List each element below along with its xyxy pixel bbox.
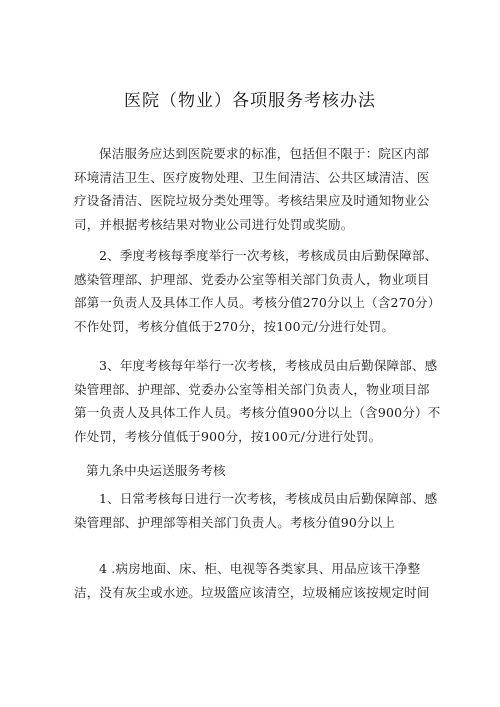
paragraph-quarterly-assessment — [74, 244, 441, 338]
paragraph-line: 保洁服务应达到医院要求的标准，包括但不限于：院区内部 — [99, 146, 430, 161]
paragraph-line: 司，并根据考核结果对物业公司进行处罚或奖励。 — [74, 216, 354, 232]
paragraph-daily-assessment — [74, 487, 438, 534]
document-title: 医院（物业）各项服务考核办法 — [124, 91, 376, 111]
paragraph-cleaning-standards — [74, 142, 434, 236]
paragraph-line: 染管理部、护理部等相关部门负责人。考核分值90分以上 — [74, 514, 396, 530]
paragraph-line: 感染管理部、护理部、党委办公室等相关部门负责人，物业项目 — [74, 271, 430, 287]
paragraph-line: 第一负责人及具体工作人员。考核分值900分以上（含900分）不 — [74, 405, 441, 420]
paragraph-line: 染管理部、护理部、党委办公室等相关部门负责人，物业项目部 — [74, 381, 430, 397]
paragraph-line: 3、年度考核每年举行一次考核，考核成员由后勤保障部、感 — [99, 358, 438, 373]
paragraph-line: 疗设备清洁、医院垃圾分类处理等。考核结果应及时通知物业公 — [74, 193, 430, 208]
paragraph-line: 1、日常考核每日进行一次考核，考核成员由后勤保障部、感 — [99, 491, 438, 506]
paragraph-line: 环境清洁卫生、医疗废物处理、卫生间清洁、公共区域清洁、医 — [74, 169, 430, 185]
paragraph-line: 作处罚，考核分值低于900分，按100元/分进行处罚。 — [74, 428, 382, 444]
paragraph-line: 洁，没有灰尘或水迹。垃圾篮应该清空，垃圾桶应该按规定时间 — [74, 584, 430, 600]
section-heading-article-9 — [74, 459, 434, 483]
paragraph-ward-cleaning — [74, 557, 434, 604]
paragraph-line: 2、季度考核每季度举行一次考核，考核成员由后勤保障部、 — [99, 248, 438, 263]
paragraph-line: 不作处罚，考核分值低于270分，按100元/分进行处罚。 — [74, 318, 395, 334]
paragraph-line: 部第一负责人及具体工作人员。考核分值270分以上（含270分） — [74, 295, 441, 310]
section-heading-text: 第九条中央运送服务考核 — [86, 463, 226, 478]
paragraph-line: 4 .病房地面、床、柜、电视等各类家具、用品应该干净整 — [99, 561, 421, 576]
paragraph-annual-assessment — [74, 354, 441, 448]
